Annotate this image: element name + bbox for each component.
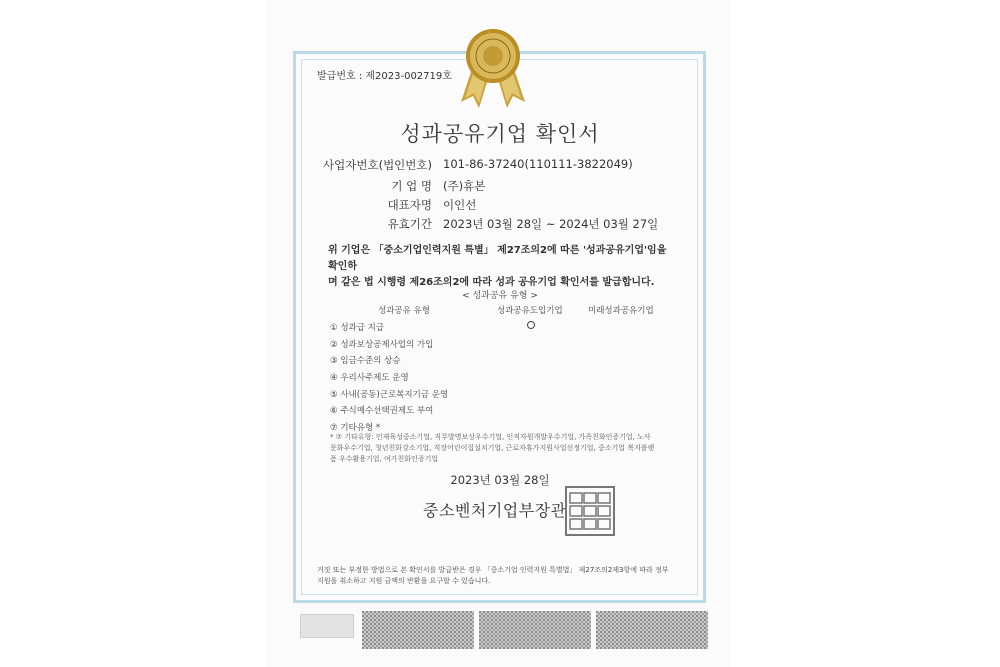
column-header-future: 미래성과공유기업 bbox=[588, 306, 654, 316]
seal-stamp-icon bbox=[568, 489, 612, 533]
security-pattern-strip bbox=[596, 611, 708, 649]
footer-line: 거짓 또는 부정한 방법으로 본 확인서를 발급받은 경우 「중소기업 인력지원 특별법」 제27조의2제3항에 따라 정부 bbox=[317, 566, 669, 574]
issuer-name: 중소벤처기업부장관 bbox=[423, 501, 567, 520]
issue-number: 발급번호 : 제2023-002719호 bbox=[317, 71, 452, 82]
check-circle-icon bbox=[527, 321, 535, 329]
certificate-statement bbox=[328, 243, 673, 291]
gold-seal-icon bbox=[455, 26, 531, 110]
field-label-valid-period: 유효기간 bbox=[387, 217, 432, 231]
field-label-representative: 대표자명 bbox=[387, 198, 432, 212]
note-line: * ⑦ 기타유형: 인재육성중소기업, 직무발명보상우수기업, 인적자원개발우수기업, 가족친화인증기업, 노사 bbox=[330, 433, 651, 441]
field-label-company-name: 기 업 명 bbox=[391, 179, 432, 193]
note-line: 폼 우수활용기업, 여가친화인증기업 bbox=[330, 455, 439, 463]
list-item: ④ 우리사주제도 운영 bbox=[330, 373, 409, 383]
list-item: ⑤ 사내(공동)근로복지기금 운영 bbox=[330, 390, 449, 400]
statement-line: 며 같은 법 시행령 제26조의2에 따라 성과 공유기업 확인서를 발급합니다. bbox=[328, 277, 655, 288]
statement-line: 위 기업은 「중소기업인력지원 특별」 제27조의2에 따른 '성과공유기업'임을 확인하 bbox=[328, 245, 667, 272]
official-stamp bbox=[565, 486, 615, 536]
document-code-box bbox=[300, 614, 354, 638]
column-header-type: 성과공유 유형 bbox=[378, 306, 430, 316]
field-value-business-number: 101-86-37240(110111-3822049) bbox=[443, 157, 633, 171]
security-pattern-strip bbox=[479, 611, 591, 649]
field-value-representative: 이인선 bbox=[443, 198, 477, 212]
issue-date: 2023년 03월 28일 bbox=[450, 473, 550, 487]
field-label-business-number: 사업자번호(법인번호) bbox=[323, 158, 432, 172]
note-line: 문화우수기업, 청년친화강소기업, 직장어린이집설치기업, 근로자휴가지원사업선정기업, 중소기업 복지플랫 bbox=[330, 444, 655, 452]
list-item: ① 성과급 지급 bbox=[330, 323, 385, 333]
security-pattern-strip bbox=[362, 611, 474, 649]
other-type-note bbox=[330, 432, 675, 465]
section-title: < 성과공유 유형 > bbox=[462, 291, 538, 301]
list-item: ③ 임금수준의 상승 bbox=[330, 356, 401, 366]
page-title: 성과공유기업 확인서 bbox=[400, 122, 600, 146]
list-item: ⑥ 주식매수선택권제도 부여 bbox=[330, 406, 434, 416]
list-item: ② 성과보상공제사업의 가입 bbox=[330, 340, 434, 350]
footer-line: 지원을 취소하고 지원 금액의 반환을 요구할 수 있습니다. bbox=[317, 577, 491, 585]
field-value-valid-period: 2023년 03월 28일 ~ 2024년 03월 27일 bbox=[443, 217, 659, 231]
field-value-company-name: (주)휴본 bbox=[443, 179, 486, 193]
list-item: ⑦ 기타유형 * bbox=[330, 423, 381, 433]
column-header-adopting: 성과공유도입기업 bbox=[497, 306, 563, 316]
legal-footer bbox=[317, 565, 687, 587]
